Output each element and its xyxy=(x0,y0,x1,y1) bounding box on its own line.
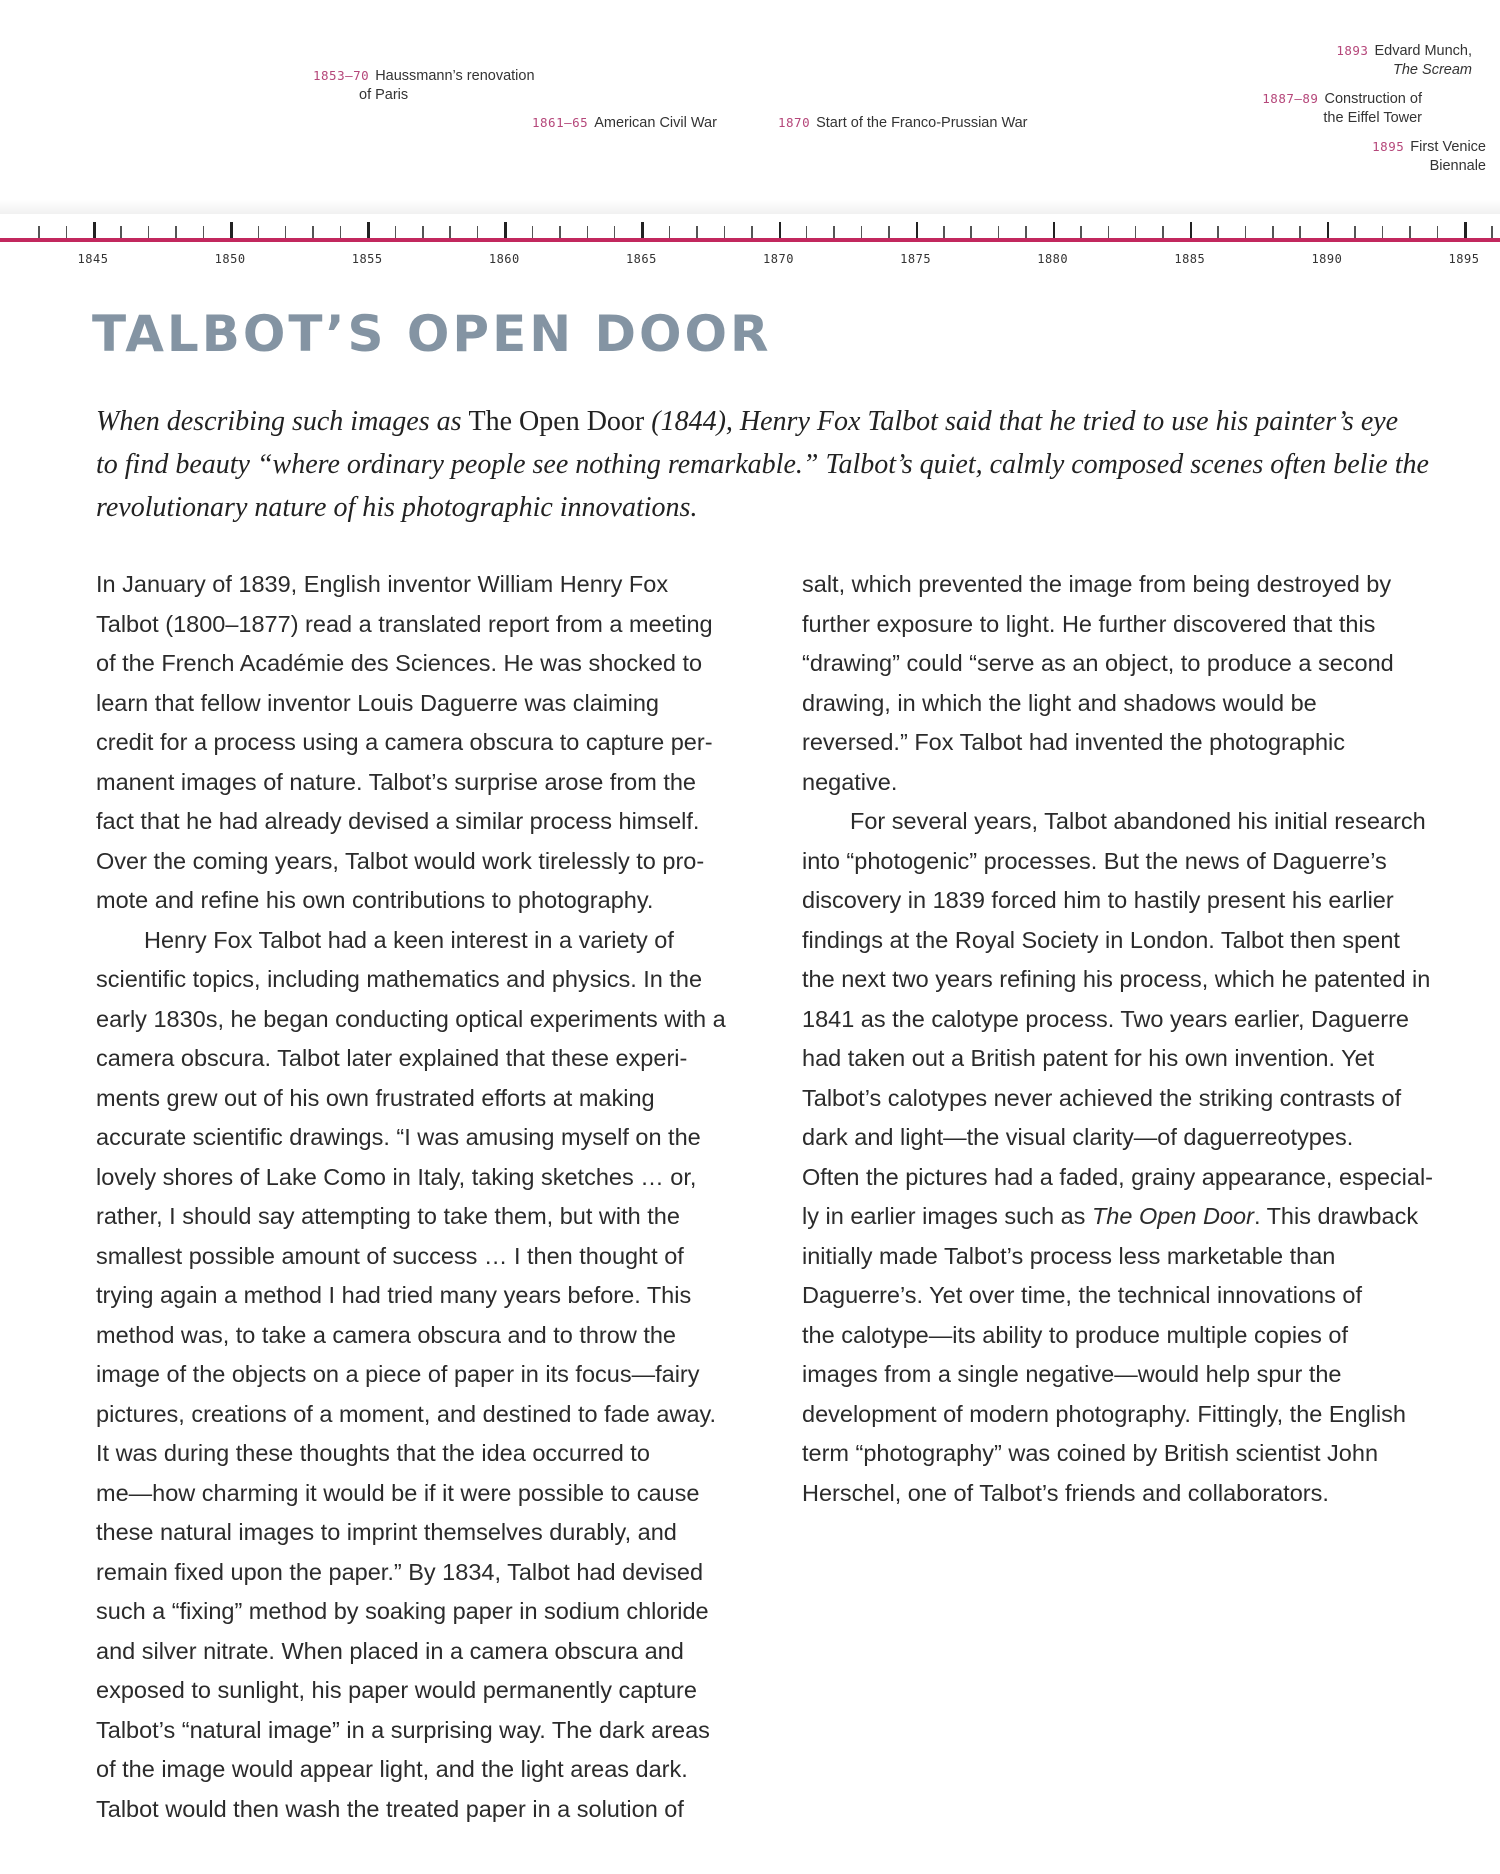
timeline-year-label: 1870 xyxy=(763,252,794,266)
body-line: remain fixed upon the paper.” By 1834, Talbot had devised xyxy=(96,1558,704,1585)
body-line: pictures, creations of a moment, and destined to fade away. xyxy=(96,1400,717,1427)
timeline-event xyxy=(778,113,1028,133)
timeline-tick xyxy=(367,222,370,238)
body-line: Often the pictures had a faded, grainy appearance, especial- xyxy=(802,1163,1433,1190)
timeline-tick xyxy=(1190,222,1193,238)
timeline-tick xyxy=(1053,222,1056,238)
intro-text: When describing such images as xyxy=(96,406,469,437)
timeline-tick xyxy=(1135,226,1137,238)
intro-text: (1844), Henry Fox Talbot said that he tried to use his painter’s eye xyxy=(644,406,1399,437)
timeline-tick xyxy=(1437,226,1439,238)
timeline-tick xyxy=(312,226,314,238)
body-line: credit for a process using a camera obscura to capture per- xyxy=(96,729,713,755)
timeline-tick xyxy=(230,222,233,238)
artwork-title: The Open Door xyxy=(468,406,645,437)
timeline-tick xyxy=(1162,226,1164,238)
event-text: the Eiffel Tower xyxy=(1323,110,1422,126)
timeline-tick xyxy=(38,226,40,238)
body-line: Daguerre’s. Yet over time, the technical innovations of xyxy=(802,1282,1362,1308)
timeline-year-label: 1865 xyxy=(625,252,657,266)
timeline-tick xyxy=(1299,226,1301,238)
body-line: “drawing” could “serve as an object, to produce a second xyxy=(802,650,1394,676)
timeline-tick xyxy=(888,226,890,238)
timeline-tick xyxy=(669,226,671,238)
body-line: It was during these thoughts that the idea occurred to xyxy=(96,1440,650,1466)
timeline-tick xyxy=(641,222,644,238)
timeline-tick xyxy=(1025,226,1027,238)
body-line: dark and light—the visual clarity—of daguerreotypes. xyxy=(802,1124,1354,1150)
timeline-tick xyxy=(861,226,863,238)
timeline-tick xyxy=(203,226,205,238)
timeline-tick xyxy=(477,226,479,238)
body-line: initially made Talbot’s process less marketable than xyxy=(802,1242,1336,1269)
intro-line xyxy=(96,400,1476,443)
body-line: early 1830s, he began conducting optical experiments with a xyxy=(96,1005,726,1032)
body-line: term “photography” was coined by British scientist John xyxy=(802,1440,1379,1466)
body-text: . This drawback xyxy=(1253,1203,1419,1229)
event-text: Construction of xyxy=(1324,91,1422,107)
event-year: 1861–65 xyxy=(532,115,589,130)
event-text: Edvard Munch, xyxy=(1374,43,1472,59)
intro-line xyxy=(96,443,1476,486)
body-line: Talbot’s calotypes never achieved the striking contrasts of xyxy=(802,1084,1402,1111)
event-year: 1893 xyxy=(1336,43,1369,58)
timeline-year-label: 1885 xyxy=(1174,252,1206,266)
timeline-axis-line xyxy=(0,238,1500,242)
body-line: reversed.” Fox Talbot had invented the photographic xyxy=(802,729,1346,755)
body-line: negative. xyxy=(802,768,898,795)
intro-text: to find beauty “where ordinary people see nothing remarkable.” Talbot’s quiet, calmly composed scenes often belie the xyxy=(96,449,1429,480)
timeline-tick xyxy=(806,226,808,238)
timeline-tick xyxy=(970,226,972,238)
body-column-left xyxy=(96,565,726,1829)
timeline-event xyxy=(1336,41,1472,80)
timeline-tick xyxy=(120,226,122,238)
timeline-tick xyxy=(779,222,782,238)
timeline-tick xyxy=(587,226,589,238)
body-line xyxy=(802,1197,1433,1237)
body-line: method was, to take a camera obscura and to throw the xyxy=(96,1321,676,1348)
timeline-tick xyxy=(340,226,342,238)
body-line: Talbot’s “natural image” in a surprising way. The dark areas xyxy=(96,1716,710,1743)
timeline-event xyxy=(313,66,535,105)
intro-text: revolutionary nature of his photographic innovations. xyxy=(96,492,698,523)
body-line: the next two years refining his process, which he patented in xyxy=(802,966,1431,992)
timeline-tick xyxy=(504,222,507,238)
event-year: 1895 xyxy=(1372,139,1405,154)
event-text: of Paris xyxy=(359,87,409,103)
intro-paragraph xyxy=(96,400,1476,529)
body-line: ments grew out of his own frustrated efforts at making xyxy=(96,1084,655,1111)
timeline-tick xyxy=(285,226,287,238)
event-text: First Venice xyxy=(1410,139,1486,155)
body-line: In January of 1839, English inventor William Henry Fox xyxy=(96,571,669,597)
timeline-tick xyxy=(943,226,945,238)
body-line: accurate scientific drawings. “I was amusing myself on the xyxy=(96,1124,701,1150)
timeline-event xyxy=(1262,89,1422,128)
event-year: 1887–89 xyxy=(1262,91,1319,106)
body-line: salt, which prevented the image from being destroyed by xyxy=(802,571,1392,597)
timeline-tick xyxy=(532,226,534,238)
timeline-tick xyxy=(395,226,397,238)
timeline-tick xyxy=(1217,226,1219,238)
body-line: had taken out a British patent for his own invention. Yet xyxy=(802,1045,1375,1071)
timeline-tick xyxy=(175,226,177,238)
body-line: of the French Académie des Sciences. He was shocked to xyxy=(96,650,703,676)
event-year: 1853–70 xyxy=(313,68,370,83)
body-line: trying again a method I had tried many years before. This xyxy=(96,1282,692,1308)
timeline-tick xyxy=(148,226,150,238)
event-text: Start of the Franco-Prussian War xyxy=(816,115,1028,131)
event-text: The Scream xyxy=(1393,62,1472,78)
body-line: Over the coming years, Talbot would work tirelessly to pro- xyxy=(96,847,705,874)
timeline-year-label: 1855 xyxy=(351,252,383,266)
body-line: image of the objects on a piece of paper in its focus—fairy xyxy=(96,1361,700,1387)
body-line: Talbot (1800–1877) read a translated report from a meeting xyxy=(96,610,713,637)
timeline-tick xyxy=(751,226,753,238)
event-text: Biennale xyxy=(1429,158,1486,174)
body-line: Henry Fox Talbot had a keen interest in a variety of xyxy=(144,926,674,953)
body-column-right xyxy=(802,565,1433,1513)
timeline-tick xyxy=(1108,226,1110,238)
event-text: Haussmann’s renovation xyxy=(375,68,535,84)
body-line: exposed to sunlight, his paper would permanently capture xyxy=(96,1677,697,1703)
body-line: me—how charming it would be if it were possible to cause xyxy=(96,1479,700,1506)
page-title: TALBOT’S OPEN DOOR xyxy=(92,305,772,363)
body-line: of the image would appear light, and the light areas dark. xyxy=(96,1756,688,1782)
timeline-tick xyxy=(66,226,68,238)
body-line: camera obscura. Talbot later explained that these experi- xyxy=(96,1045,688,1071)
body-text: ly in earlier images such as xyxy=(802,1203,1092,1229)
body-line: images from a single negative—would help spur the xyxy=(802,1361,1342,1387)
timeline-tick xyxy=(916,222,919,238)
body-line: development of modern photography. Fittingly, the English xyxy=(802,1400,1406,1427)
timeline-tick xyxy=(258,226,260,238)
timeline-event xyxy=(1372,137,1486,176)
timeline-tick xyxy=(1382,226,1384,238)
body-line: discovery in 1839 forced him to hastily present his earlier xyxy=(802,887,1394,913)
body-line: the calotype—its ability to produce multiple copies of xyxy=(802,1321,1349,1348)
timeline-tick xyxy=(422,226,424,238)
timeline-tick xyxy=(1245,226,1247,238)
body-line: learn that fellow inventor Louis Daguerre was claiming xyxy=(96,689,659,716)
body-line: manent images of nature. Talbot’s surprise arose from the xyxy=(96,768,696,795)
timeline-year-label: 1850 xyxy=(214,252,246,266)
timeline-tick xyxy=(1080,226,1082,238)
intro-line xyxy=(96,486,1476,529)
body-line: lovely shores of Lake Como in Italy, taking sketches … or, xyxy=(96,1163,697,1190)
timeline-tick xyxy=(1327,222,1330,238)
event-text: American Civil War xyxy=(594,115,717,131)
timeline-tick xyxy=(1272,226,1274,238)
timeline-event xyxy=(532,113,717,133)
body-line: and silver nitrate. When placed in a camera obscura and xyxy=(96,1637,684,1664)
artwork-title: The Open Door xyxy=(1091,1203,1254,1229)
body-line: rather, I should say attempting to take them, but with the xyxy=(96,1203,680,1229)
body-line: drawing, in which the light and shadows would be xyxy=(802,689,1317,716)
body-line: scientific topics, including mathematics and physics. In the xyxy=(96,966,703,992)
body-line: Herschel, one of Talbot’s friends and collaborators. xyxy=(802,1479,1329,1506)
body-line: smallest possible amount of success … I then thought of xyxy=(96,1242,684,1269)
body-line: into “photogenic” processes. But the news of Daguerre’s xyxy=(802,847,1387,874)
timeline-year-label: 1890 xyxy=(1311,252,1343,266)
timeline-tick xyxy=(1354,226,1356,238)
timeline-band xyxy=(0,200,1500,214)
body-line: Talbot would then wash the treated paper in a solution of xyxy=(96,1795,684,1822)
body-line: findings at the Royal Society in London. Talbot then spent xyxy=(802,926,1400,953)
timeline-tick xyxy=(614,226,616,238)
timeline-year-label: 1880 xyxy=(1037,252,1069,266)
body-line: these natural images to imprint themselves durably, and xyxy=(96,1519,677,1545)
body-line: For several years, Talbot abandoned his initial research xyxy=(850,808,1426,834)
timeline-tick xyxy=(833,226,835,238)
timeline-year-label: 1845 xyxy=(77,252,109,266)
timeline-tick xyxy=(93,222,96,238)
timeline-tick xyxy=(998,226,1000,238)
timeline-year-label: 1860 xyxy=(488,252,520,266)
body-line: such a “fixing” method by soaking paper in sodium chloride xyxy=(96,1598,709,1624)
timeline-year-label: 1895 xyxy=(1448,252,1480,266)
timeline-tick xyxy=(724,226,726,238)
timeline-tick xyxy=(1491,226,1493,238)
timeline-tick xyxy=(1464,222,1467,238)
timeline-tick xyxy=(449,226,451,238)
event-year: 1870 xyxy=(778,115,811,130)
body-line: fact that he had already devised a similar process himself. xyxy=(96,808,700,834)
timeline-tick xyxy=(1409,226,1411,238)
timeline-tick xyxy=(559,226,561,238)
timeline-tick xyxy=(696,226,698,238)
body-line: mote and refine his own contributions to photography. xyxy=(96,887,654,913)
body-line: 1841 as the calotype process. Two years earlier, Daguerre xyxy=(802,1005,1409,1032)
timeline-year-label: 1875 xyxy=(900,252,932,266)
body-line: further exposure to light. He further discovered that this xyxy=(802,610,1376,637)
